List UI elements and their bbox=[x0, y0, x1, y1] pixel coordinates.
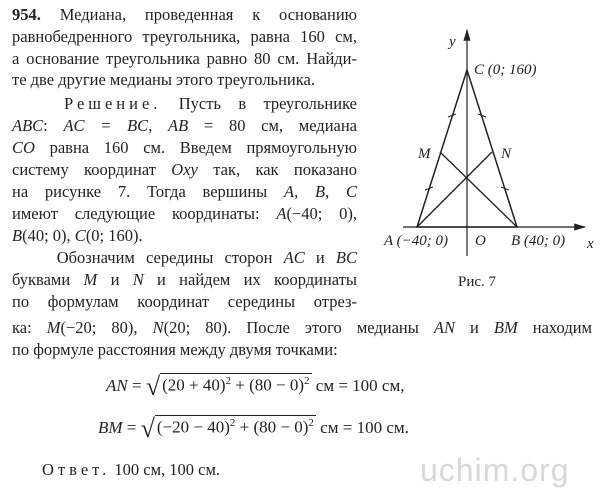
text-segment: : bbox=[43, 116, 64, 135]
sqrt-icon: √ bbox=[140, 414, 155, 443]
text-segment: так, как показано bbox=[197, 160, 358, 179]
math-text: BC bbox=[335, 248, 357, 267]
text-segment: Обозначим середины сторон bbox=[12, 248, 284, 267]
math-text: C bbox=[345, 182, 357, 201]
text-segment: равнобедренного треугольника, равна 160 см, bbox=[12, 27, 357, 46]
formula-rhs: см = 100 см. bbox=[315, 418, 409, 437]
term: (−20 − 40) bbox=[156, 418, 230, 437]
text-segment: те две другие медианы этого треугольника. bbox=[12, 70, 315, 89]
text-segment: и bbox=[454, 318, 494, 337]
section-heading: Ответ. bbox=[42, 460, 111, 479]
problem-number: 954. bbox=[12, 5, 41, 24]
term: + (80 − 0) bbox=[231, 376, 305, 395]
text-segment: (40; 0), bbox=[22, 226, 75, 245]
math-text: BM bbox=[493, 318, 518, 337]
math-text: AC = BC bbox=[63, 116, 149, 135]
x-axis-label: x bbox=[587, 236, 594, 252]
math-text: A bbox=[284, 182, 295, 201]
math-text: C bbox=[74, 226, 86, 245]
origin-label: O bbox=[475, 233, 486, 249]
point-c-label: C (0; 160) bbox=[474, 62, 537, 78]
term: + (80 − 0) bbox=[235, 418, 309, 437]
formula-bm bbox=[98, 414, 409, 444]
text-segment: по формуле расстояния между двумя точками: bbox=[12, 340, 338, 359]
math-text: AB bbox=[168, 116, 189, 135]
math-text: AN bbox=[433, 318, 455, 337]
math-text: A bbox=[276, 204, 287, 223]
text-segment: , bbox=[148, 116, 169, 135]
answer-line bbox=[42, 460, 220, 480]
text-segment: имеют следующие координаты: bbox=[12, 204, 277, 223]
text-segment: и найдем их координаты bbox=[143, 270, 357, 289]
text-segment: Пусть в треугольнике bbox=[161, 94, 357, 113]
point-a-label: A (−40; 0) bbox=[384, 233, 448, 249]
formula-an bbox=[106, 372, 404, 402]
math-text: M bbox=[83, 270, 98, 289]
watermark: uchim.org bbox=[420, 452, 570, 488]
term: (20 + 40) bbox=[162, 376, 226, 395]
math-text: M bbox=[46, 318, 61, 337]
text-segment: и bbox=[97, 270, 133, 289]
section-heading: Решение. bbox=[64, 94, 162, 113]
y-axis-label: y bbox=[449, 34, 456, 50]
text-segment: по формулам координат середины отрез- bbox=[12, 292, 357, 311]
formula-eq: = bbox=[122, 418, 141, 437]
exponent: 2 bbox=[304, 375, 310, 388]
figure-caption: Рис. 7 bbox=[458, 274, 497, 290]
formula-lhs: AN bbox=[106, 376, 128, 395]
math-text: N bbox=[152, 318, 164, 337]
math-text: AC bbox=[283, 248, 305, 267]
text-segment: систему координат bbox=[12, 160, 172, 179]
exponent: 2 bbox=[308, 417, 314, 430]
point-m-label: M bbox=[418, 146, 431, 162]
math-text: Oxy bbox=[171, 160, 198, 179]
math-text: CO bbox=[12, 138, 35, 157]
text-segment: (−40; 0), bbox=[286, 204, 357, 223]
text-segment: Медиана, проведенная к основанию bbox=[40, 5, 357, 24]
sqrt-icon: √ bbox=[145, 372, 161, 401]
radicand bbox=[160, 373, 311, 396]
math-text: B bbox=[315, 182, 326, 201]
point-n-label: N bbox=[501, 146, 512, 162]
text-segment: , bbox=[325, 182, 346, 201]
formula-lhs: BM bbox=[98, 418, 123, 437]
text-segment: находим bbox=[517, 318, 592, 337]
text-segment: буквами bbox=[12, 270, 84, 289]
exponent: 2 bbox=[225, 375, 232, 388]
formula-rhs: см = 100 см, bbox=[311, 376, 405, 395]
text-segment: = 80 см, медиана bbox=[188, 116, 357, 135]
math-text: N bbox=[132, 270, 144, 289]
point-b-label: B (40; 0) bbox=[511, 233, 566, 249]
text-segment: (0; 160). bbox=[85, 226, 143, 245]
text-segment: (20; 80). После этого медианы bbox=[163, 318, 434, 337]
text-segment: , bbox=[294, 182, 315, 201]
text-segment: на рисунке 7. Тогда вершины bbox=[12, 182, 285, 201]
text-segment: и bbox=[304, 248, 336, 267]
math-text: ABC bbox=[12, 116, 44, 135]
math-text: B bbox=[12, 226, 23, 245]
text-segment: ка: bbox=[12, 318, 47, 337]
radicand bbox=[155, 415, 316, 438]
text-segment: 100 см, 100 см. bbox=[110, 460, 221, 479]
text-segment: (−20; 80), bbox=[60, 318, 153, 337]
exponent: 2 bbox=[229, 417, 236, 430]
text-segment: а основание треугольника равно 80 см. Найди- bbox=[12, 49, 357, 68]
text-segment: равна 160 см. Введем прямоугольную bbox=[34, 138, 357, 157]
formula-eq: = bbox=[127, 376, 146, 395]
